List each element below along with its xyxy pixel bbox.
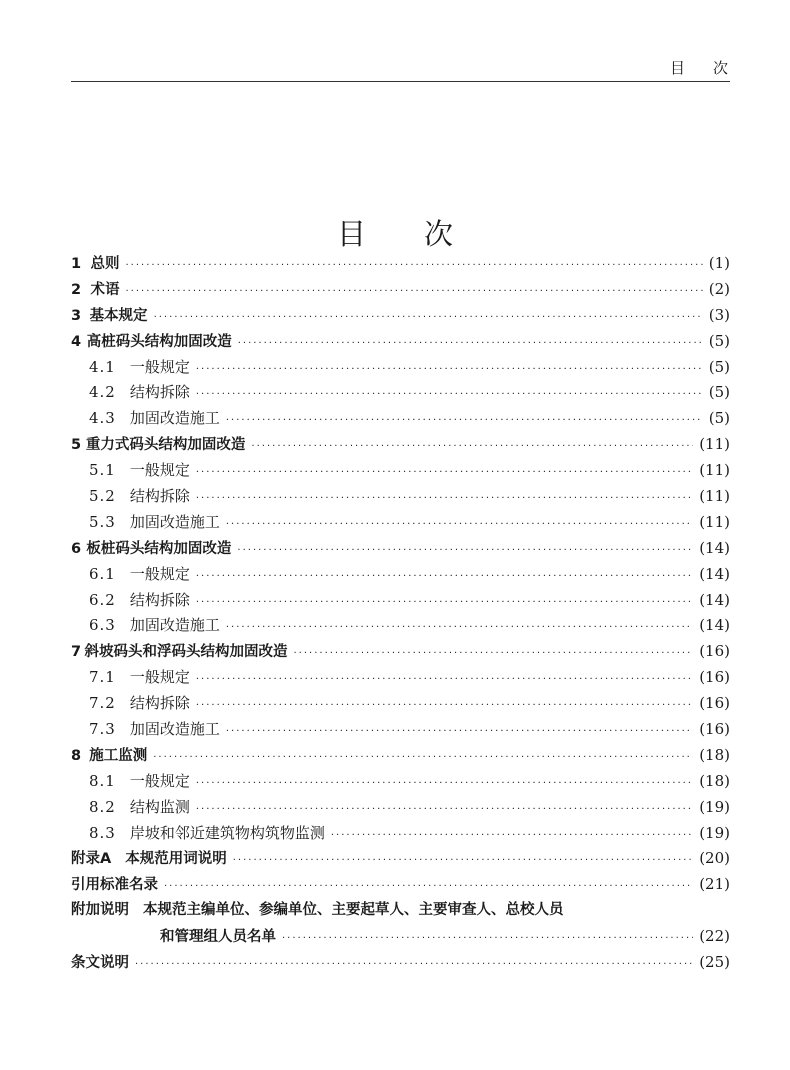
toc-entry-label: 一般规定 [129, 771, 190, 790]
toc-entry-page: (25) [699, 953, 730, 972]
toc-entry-page: (2) [708, 279, 730, 298]
toc-entry-label: 本规范主编单位、参编单位、主要起草人、主要审查人、总校人员 [143, 902, 564, 919]
toc-entry-label: 总则 [90, 256, 120, 272]
toc-entry-label: 本规范用词说明 [125, 851, 227, 868]
toc-entry-page: (22) [699, 927, 730, 946]
toc-entry[interactable] [71, 821, 730, 847]
toc-entry[interactable] [71, 329, 730, 355]
running-head-left: 目 [669, 59, 685, 77]
toc-entry-page: (11) [699, 487, 730, 506]
toc-dot-leader [294, 641, 694, 667]
toc-entry-label: 一般规定 [129, 564, 190, 583]
running-head-right: 次 [712, 59, 728, 77]
toc-entry-number: 4 [71, 333, 82, 350]
toc-entry-number: 5 [71, 437, 82, 454]
toc-entry[interactable] [71, 355, 730, 381]
toc-entry-page: (5) [708, 357, 730, 376]
toc-entry[interactable] [71, 277, 730, 303]
toc-dot-leader [282, 926, 693, 952]
table-of-contents [71, 251, 730, 976]
toc-entry-number: 6.3 [89, 616, 116, 635]
toc-entry[interactable] [71, 950, 730, 976]
toc-entry-label: 重力式码头结构加固改造 [85, 437, 246, 454]
toc-entry-label: 斜坡码头和浮码头结构加固改造 [84, 644, 288, 661]
toc-entry-page: (14) [699, 616, 730, 635]
toc-dot-leader [196, 667, 693, 693]
toc-entry-label: 结构拆除 [129, 590, 190, 609]
toc-entry[interactable] [71, 458, 730, 484]
toc-dot-leader [233, 848, 693, 874]
toc-entry[interactable] [71, 510, 730, 536]
toc-entry-number: 5.2 [89, 487, 116, 506]
toc-entry-label: 术语 [90, 281, 120, 298]
toc-entry-number: 4.2 [89, 383, 116, 402]
toc-entry-number: 6 [71, 540, 82, 557]
toc-entry-number: 5.3 [89, 512, 116, 531]
page-title-right: 次 [424, 217, 454, 252]
toc-entry-label: 一般规定 [129, 461, 190, 480]
toc-entry[interactable] [71, 588, 730, 614]
toc-entry-label: 引用标准名录 [71, 877, 158, 894]
toc-entry-page: (16) [699, 694, 730, 713]
toc-entry-page: (5) [708, 383, 730, 402]
toc-dot-leader [226, 512, 693, 538]
toc-dot-leader [196, 797, 693, 823]
toc-entry-page: (21) [699, 875, 730, 894]
toc-dot-leader [126, 253, 703, 279]
toc-entry-label: 施工监测 [89, 747, 148, 764]
toc-entry-number: 7 [71, 644, 82, 661]
toc-entry[interactable] [71, 613, 730, 639]
toc-entry-page: (5) [708, 331, 730, 350]
toc-entry[interactable] [71, 691, 730, 717]
toc-entry[interactable] [71, 795, 730, 821]
toc-dot-leader [154, 305, 703, 331]
toc-dot-leader [196, 486, 693, 512]
toc-entry-label: 和管理组人员名单 [160, 929, 276, 946]
toc-entry-page: (19) [699, 823, 730, 842]
toc-entry[interactable] [71, 406, 730, 432]
toc-dot-leader [153, 745, 693, 771]
toc-entry-page: (20) [699, 849, 730, 868]
toc-dot-leader [237, 538, 693, 564]
toc-dot-leader [226, 719, 693, 745]
toc-entry-number: 2 [71, 281, 82, 298]
toc-entry[interactable] [71, 898, 730, 924]
toc-entry[interactable] [71, 717, 730, 743]
toc-entry-page: (11) [699, 461, 730, 480]
toc-entry-label: 高桩码头结构加固改造 [86, 333, 232, 350]
toc-entry-label: 岸坡和邻近建筑物构筑物监测 [129, 823, 325, 842]
toc-dot-leader [251, 434, 693, 460]
toc-dot-leader [331, 823, 693, 849]
toc-entry-number: 7.3 [89, 720, 116, 739]
toc-entry[interactable] [71, 924, 730, 950]
toc-entry-page: (18) [699, 745, 730, 764]
toc-entry-page: (16) [699, 668, 730, 687]
toc-entry[interactable] [71, 432, 730, 458]
toc-entry-page: (18) [699, 771, 730, 790]
toc-entry[interactable] [71, 484, 730, 510]
toc-dot-leader [226, 408, 703, 434]
toc-entry[interactable] [71, 536, 730, 562]
page-title [0, 212, 790, 253]
toc-entry-label: 结构拆除 [129, 383, 190, 402]
toc-entry-number: 5.1 [89, 461, 116, 480]
toc-entry-number: 附录A [71, 851, 112, 868]
toc-entry[interactable] [71, 562, 730, 588]
toc-entry-number: 4.3 [89, 409, 116, 428]
toc-entry-label: 一般规定 [129, 668, 190, 687]
toc-entry-label: 结构监测 [129, 797, 190, 816]
toc-dot-leader [196, 564, 693, 590]
toc-entry-number: 8.3 [89, 823, 116, 842]
toc-entry-number: 6.1 [89, 564, 116, 583]
toc-entry-page: (16) [699, 720, 730, 739]
toc-entry-page: (11) [699, 512, 730, 531]
toc-entry-label: 结构拆除 [129, 694, 190, 713]
toc-dot-leader [196, 693, 693, 719]
toc-entry[interactable] [71, 872, 730, 898]
toc-entry-page: (5) [708, 409, 730, 428]
toc-entry-page: (1) [708, 254, 730, 272]
header-rule [71, 81, 730, 82]
toc-dot-leader [238, 331, 703, 357]
toc-entry-label: 结构拆除 [129, 487, 190, 506]
toc-dot-leader [196, 382, 703, 408]
toc-entry-number: 附加说明 [71, 902, 129, 919]
toc-entry[interactable] [71, 846, 730, 872]
toc-entry-label: 条文说明 [71, 955, 129, 972]
toc-entry-number: 3 [71, 307, 82, 324]
toc-dot-leader [164, 874, 693, 900]
toc-entry-label: 一般规定 [129, 357, 190, 376]
toc-entry[interactable] [71, 769, 730, 795]
toc-entry-label: 板桩码头结构加固改造 [86, 540, 232, 557]
toc-entry-number: 7.2 [89, 694, 116, 713]
toc-entry[interactable] [71, 251, 730, 277]
toc-entry-number: 8.1 [89, 771, 116, 790]
toc-entry-number: 7.1 [89, 668, 116, 687]
toc-entry-number: 4.1 [89, 357, 116, 376]
toc-entry[interactable] [71, 639, 730, 665]
toc-entry-label: 加固改造施工 [129, 616, 220, 635]
toc-dot-leader [196, 771, 693, 797]
toc-entry-page: (11) [699, 435, 730, 454]
toc-dot-leader [196, 357, 703, 383]
toc-entry-page: (14) [699, 564, 730, 583]
toc-entry-number: 6.2 [89, 590, 116, 609]
toc-dot-leader [196, 460, 693, 486]
running-head [670, 57, 728, 78]
toc-entry-page: (19) [699, 797, 730, 816]
toc-entry[interactable] [71, 665, 730, 691]
toc-entry[interactable] [71, 380, 730, 406]
toc-entry-label: 基本规定 [89, 307, 148, 324]
toc-entry-page: (14) [699, 538, 730, 557]
toc-entry-label: 加固改造施工 [129, 512, 220, 531]
toc-dot-leader [226, 615, 693, 641]
toc-entry-number: 8.2 [89, 797, 116, 816]
toc-dot-leader [126, 279, 703, 305]
toc-entry-page: (14) [699, 590, 730, 609]
toc-entry-number: 1 [71, 256, 82, 272]
toc-entry-label: 加固改造施工 [129, 720, 220, 739]
toc-entry-page: (16) [699, 642, 730, 661]
toc-entry-number: 8 [71, 747, 82, 764]
toc-entry[interactable] [71, 743, 730, 769]
page-title-left: 目 [336, 217, 366, 252]
toc-entry-label: 加固改造施工 [129, 409, 220, 428]
toc-entry-page: (3) [708, 305, 730, 324]
toc-dot-leader [135, 952, 693, 978]
toc-dot-leader [196, 590, 693, 616]
toc-entry[interactable] [71, 303, 730, 329]
